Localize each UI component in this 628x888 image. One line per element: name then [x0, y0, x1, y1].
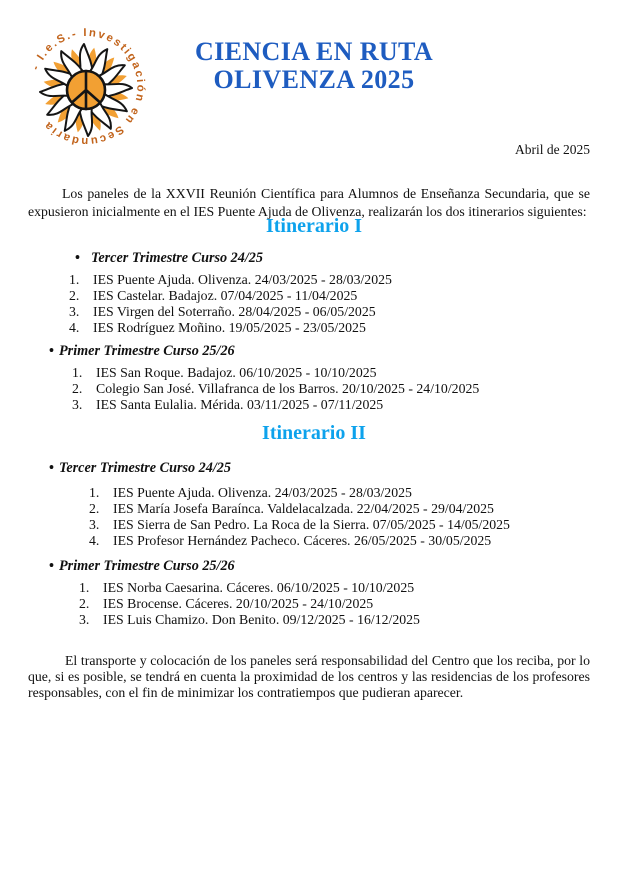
logo-circle-text: - I.e.S.- Investigación en Secundaria — [29, 26, 147, 148]
list-item — [69, 304, 392, 320]
item-text: IES Virgen del Soterraño. 28/04/2025 - 06/05/2025 — [93, 304, 376, 319]
itinerary-2-section-1-list — [89, 485, 510, 549]
list-item — [69, 320, 392, 336]
item-number: 1. — [69, 272, 80, 287]
list-item — [72, 381, 479, 397]
item-number: 3. — [72, 397, 83, 412]
itinerary-2-section-2-label: • Primer Trimestre Curso 25/26 — [49, 558, 235, 575]
item-text: IES Rodríguez Moñino. 19/05/2025 - 23/05/2025 — [93, 320, 366, 335]
item-number: 4. — [89, 533, 100, 548]
list-item — [72, 365, 479, 381]
item-text: IES María Josefa Baraínca. Valdelacalzada. 22/04/2025 - 29/04/2025 — [113, 501, 494, 516]
item-number: 4. — [69, 320, 80, 335]
item-number: 1. — [89, 485, 100, 500]
item-text: IES Norba Caesarina. Cáceres. 06/10/2025 - 10/10/2025 — [103, 580, 415, 595]
list-item — [79, 580, 420, 596]
itinerary-2-heading: Itinerario II — [262, 422, 366, 444]
itinerary-2-section-1-label: • Tercer Trimestre Curso 24/25 — [49, 460, 231, 477]
page-title — [0, 38, 628, 94]
itinerary-1-section-2-label: • Primer Trimestre Curso 25/26 — [49, 343, 235, 360]
closing-paragraph: El transporte y colocación de los paneles será responsabilidad del Centro que los reciba, por lo que, si es posible, se tendrá en cuenta la proximidad de los centros y las residencias de los profesores responsables, con el fin de minimizar los contratiempos que pudieran aparecer. — [28, 652, 590, 700]
item-text: IES Puente Ajuda. Olivenza. 24/03/2025 - 28/03/2025 — [113, 485, 412, 500]
list-item — [72, 397, 479, 413]
item-number: 1. — [79, 580, 90, 595]
item-text: IES Sierra de San Pedro. La Roca de la Sierra. 07/05/2025 - 14/05/2025 — [113, 517, 510, 532]
page-title-line1: CIENCIA EN RUTA — [194, 37, 434, 66]
item-number: 2. — [79, 596, 90, 611]
list-item — [79, 612, 420, 628]
list-item — [89, 501, 510, 517]
list-item — [89, 533, 510, 549]
item-number: 2. — [72, 381, 83, 396]
item-text: IES Brocense. Cáceres. 20/10/2025 - 24/10/2025 — [103, 596, 374, 611]
item-text: IES Santa Eulalia. Mérida. 03/11/2025 - 07/11/2025 — [96, 397, 384, 412]
item-text: IES San Roque. Badajoz. 06/10/2025 - 10/10/2025 — [96, 365, 377, 380]
item-number: 1. — [72, 365, 83, 380]
itinerary-1-section-2-list — [72, 365, 479, 413]
list-item — [89, 485, 510, 501]
page-title-line2: OLIVENZA 2025 — [213, 65, 415, 94]
item-number: 3. — [79, 612, 90, 627]
itinerary-1-section-1-list — [69, 272, 392, 336]
item-text: IES Castelar. Badajoz. 07/04/2025 - 11/04/2025 — [93, 288, 358, 303]
item-number: 3. — [69, 304, 80, 319]
document-date: Abril de 2025 — [515, 142, 590, 157]
itinerary-1-heading: Itinerario I — [265, 215, 363, 237]
item-text: Colegio San José. Villafranca de los Barros. 20/10/2025 - 24/10/2025 — [96, 381, 480, 396]
itinerary-1-section-1-label: • Tercer Trimestre Curso 24/25 — [75, 250, 263, 267]
list-item — [79, 596, 420, 612]
item-text: IES Profesor Hernández Pacheco. Cáceres. 26/05/2025 - 30/05/2025 — [113, 533, 492, 548]
item-number: 2. — [89, 501, 100, 516]
list-item — [69, 288, 392, 304]
intro-paragraph: Los paneles de la XXVII Reunión Científica para Alumnos de Enseñanza Secundaria, que se expusieron inicialmente en el IES Puente Ajuda de Olivenza, realizarán los dos itinerarios siguientes: — [28, 185, 590, 219]
list-item — [89, 517, 510, 533]
list-item — [69, 272, 392, 288]
item-number: 3. — [89, 517, 100, 532]
itinerary-2-section-2-list — [79, 580, 420, 628]
item-number: 2. — [69, 288, 80, 303]
item-text: IES Luis Chamizo. Don Benito. 09/12/2025 - 16/12/2025 — [103, 612, 420, 627]
item-text: IES Puente Ajuda. Olivenza. 24/03/2025 - 28/03/2025 — [93, 272, 392, 287]
